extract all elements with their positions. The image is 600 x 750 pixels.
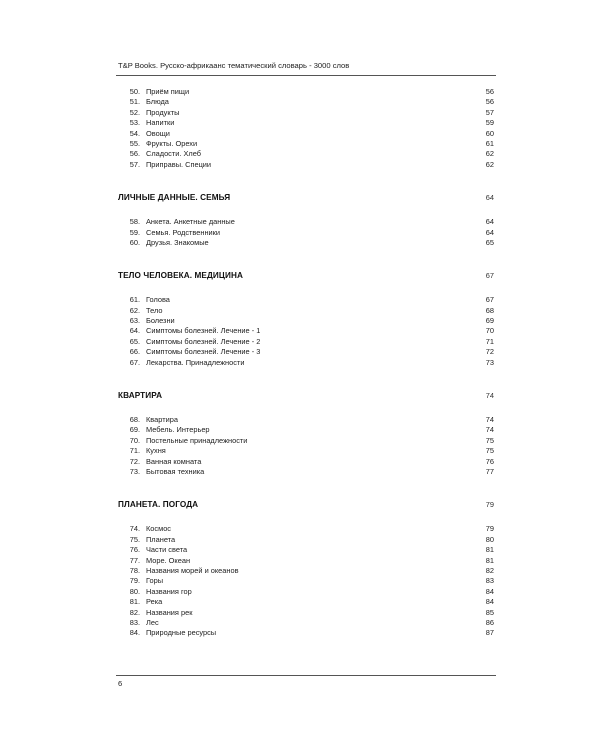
entry-page-number: 65 — [485, 237, 494, 247]
section-spacer — [118, 477, 494, 500]
entry-page-number: 81 — [485, 555, 494, 565]
entry-number: 70. — [129, 435, 140, 445]
entry-number: 66. — [129, 347, 140, 357]
toc-entry[interactable] — [118, 358, 494, 368]
entry-number: 62. — [129, 305, 140, 315]
section-heading-title: ЛИЧНЫЕ ДАННЫЕ. СЕМЬЯ — [118, 193, 231, 203]
entry-page-number: 56 — [485, 97, 494, 107]
entry-label: Части света — [146, 545, 188, 555]
entry-label: Фрукты. Орехи — [146, 138, 198, 148]
toc-entry[interactable] — [118, 576, 494, 586]
toc-entry[interactable] — [118, 436, 494, 446]
entry-number: 54. — [129, 128, 140, 138]
toc-section — [118, 500, 494, 638]
entry-number: 64. — [129, 326, 140, 336]
entry-label: Бытовая техника — [146, 466, 205, 476]
entry-label: Названия гор — [146, 586, 192, 596]
entry-number: 56. — [129, 149, 140, 159]
entry-number: 52. — [129, 107, 140, 117]
entry-label: Приём пищи — [146, 87, 190, 96]
toc-section-heading[interactable] — [118, 391, 494, 402]
entry-number: 51. — [129, 97, 140, 107]
toc-entry[interactable] — [118, 618, 494, 628]
section-heading-title: ПЛАНЕТА. ПОГОДА — [118, 500, 199, 510]
toc-entry[interactable] — [118, 97, 494, 107]
entry-number: 81. — [129, 597, 140, 607]
entry-label: Анкета. Анкетные данные — [146, 217, 235, 227]
entry-page-number: 61 — [485, 138, 494, 148]
section-spacer — [118, 170, 494, 193]
entry-number: 84. — [129, 628, 140, 638]
entry-number: 50. — [129, 87, 140, 96]
toc-entry[interactable] — [118, 316, 494, 326]
entry-number: 58. — [129, 217, 140, 227]
toc-entry[interactable] — [118, 87, 494, 97]
entry-page-number: 87 — [485, 628, 494, 638]
toc-entry[interactable] — [118, 535, 494, 545]
entry-number: 82. — [129, 607, 140, 617]
section-heading-page: 79 — [485, 500, 494, 510]
toc-entry[interactable] — [118, 295, 494, 305]
toc-section-heading[interactable] — [118, 271, 494, 282]
entry-label: Море. Океан — [146, 555, 191, 565]
toc-entry[interactable] — [118, 306, 494, 316]
entry-number: 75. — [129, 534, 140, 544]
entry-page-number: 75 — [485, 435, 494, 445]
entry-number: 59. — [129, 227, 140, 237]
entry-page-number: 73 — [485, 357, 494, 367]
entry-page-number: 68 — [485, 305, 494, 315]
entry-page-number: 56 — [485, 87, 494, 96]
entry-page-number: 67 — [485, 295, 494, 305]
entry-label: Голова — [146, 295, 170, 305]
entry-label: Симптомы болезней. Лечение - 1 — [146, 326, 261, 336]
entry-page-number: 81 — [485, 545, 494, 555]
entry-page-number: 79 — [485, 524, 494, 534]
running-header-title: T&P Books. Русско-африкаанс тематический словарь - 3000 слов — [118, 61, 350, 70]
entry-label: Мебель. Интерьер — [146, 425, 210, 435]
toc-entry[interactable] — [118, 108, 494, 118]
entry-label: Лекарства. Принадлежности — [146, 357, 245, 367]
entry-label: Постельные принадлежности — [146, 435, 248, 445]
toc-entry[interactable] — [118, 149, 494, 159]
section-heading-title: ТЕЛО ЧЕЛОВЕКА. МЕДИЦИНА — [118, 271, 244, 281]
toc-section — [118, 193, 494, 248]
section-spacer — [118, 248, 494, 271]
entry-label: Квартира — [146, 415, 178, 425]
entry-page-number: 64 — [485, 217, 494, 227]
entry-label: Приправы. Специи — [146, 159, 212, 169]
entry-label: Лес — [146, 617, 159, 627]
entry-number: 77. — [129, 555, 140, 565]
entry-page-number: 60 — [485, 128, 494, 138]
entry-label: Космос — [146, 524, 171, 534]
entry-number: 80. — [129, 586, 140, 596]
entry-page-number: 74 — [485, 425, 494, 435]
entry-label: Названия морей и океанов — [146, 565, 239, 575]
toc-section-heading[interactable] — [118, 500, 494, 511]
toc-entry[interactable] — [118, 566, 494, 576]
toc-entry[interactable] — [118, 524, 494, 534]
toc-entry[interactable] — [118, 238, 494, 248]
entry-page-number: 84 — [485, 586, 494, 596]
entry-number: 72. — [129, 456, 140, 466]
entry-page-number: 69 — [485, 316, 494, 326]
entry-number: 78. — [129, 565, 140, 575]
entry-label: Горы — [146, 576, 164, 586]
entry-number: 60. — [129, 237, 140, 247]
toc-entry[interactable] — [118, 337, 494, 347]
entry-label: Симптомы болезней. Лечение - 2 — [146, 336, 261, 346]
entry-page-number: 75 — [485, 446, 494, 456]
entry-page-number: 85 — [485, 607, 494, 617]
section-heading-page: 67 — [485, 271, 494, 281]
section-heading-page: 64 — [485, 193, 494, 203]
toc-entry[interactable] — [118, 217, 494, 227]
entry-label: Природные ресурсы — [146, 628, 217, 638]
toc-entry[interactable] — [118, 545, 494, 555]
entry-number: 69. — [129, 425, 140, 435]
section-spacer — [118, 368, 494, 391]
toc-entry[interactable] — [118, 118, 494, 128]
entry-page-number: 57 — [485, 107, 494, 117]
toc-entry[interactable] — [118, 457, 494, 467]
entry-label: Названия рек — [146, 607, 193, 617]
entry-label: Река — [146, 597, 163, 607]
entry-number: 74. — [129, 524, 140, 534]
entry-number: 71. — [129, 446, 140, 456]
toc-section-heading[interactable] — [118, 193, 494, 204]
toc-entry[interactable] — [118, 139, 494, 149]
entry-number: 83. — [129, 617, 140, 627]
toc-entry[interactable] — [118, 467, 494, 477]
entry-label: Тело — [146, 305, 163, 315]
toc-entry[interactable] — [118, 326, 494, 336]
toc-entry[interactable] — [118, 129, 494, 139]
entry-page-number: 83 — [485, 576, 494, 586]
entry-page-number: 77 — [485, 466, 494, 476]
entry-page-number: 70 — [485, 326, 494, 336]
entry-number: 73. — [129, 466, 140, 476]
toc-entry[interactable] — [118, 415, 494, 425]
entry-label: Сладости. Хлеб — [146, 149, 202, 159]
entry-number: 68. — [129, 415, 140, 425]
toc-entry[interactable] — [118, 228, 494, 238]
toc-entry[interactable] — [118, 587, 494, 597]
entry-number: 61. — [129, 295, 140, 305]
header-rule — [116, 75, 496, 76]
entry-page-number: 84 — [485, 597, 494, 607]
toc-section — [118, 87, 494, 170]
entry-page-number: 76 — [485, 456, 494, 466]
toc-entry[interactable] — [118, 446, 494, 456]
toc-entry[interactable] — [118, 628, 494, 638]
toc-entry[interactable] — [118, 347, 494, 357]
toc-section — [118, 391, 494, 477]
entry-page-number: 82 — [485, 565, 494, 575]
entry-number: 53. — [129, 118, 140, 128]
toc-entry[interactable] — [118, 160, 494, 170]
entry-label: Напитки — [146, 118, 175, 128]
entry-label: Овощи — [146, 128, 170, 138]
entry-page-number: 62 — [485, 149, 494, 159]
toc-entry[interactable] — [118, 556, 494, 566]
entry-number: 67. — [129, 357, 140, 367]
entry-number: 63. — [129, 316, 140, 326]
section-heading-title: КВАРТИРА — [118, 391, 163, 401]
entry-page-number: 72 — [485, 347, 494, 357]
entry-label: Друзья. Знакомые — [146, 237, 209, 247]
entry-label: Планета — [146, 534, 176, 544]
entry-number: 57. — [129, 159, 140, 169]
entry-page-number: 86 — [485, 617, 494, 627]
toc-entry[interactable] — [118, 597, 494, 607]
entry-page-number: 80 — [485, 534, 494, 544]
entry-label: Продукты — [146, 107, 180, 117]
entry-number: 65. — [129, 336, 140, 346]
entry-page-number: 71 — [485, 336, 494, 346]
entry-label: Симптомы болезней. Лечение - 3 — [146, 347, 261, 357]
entry-label: Ванная комната — [146, 456, 202, 466]
toc-section — [118, 271, 494, 368]
footer-rule — [116, 675, 496, 676]
entry-page-number: 62 — [485, 159, 494, 169]
footer-page-number: 6 — [118, 679, 123, 688]
entry-number: 76. — [129, 545, 140, 555]
toc-entry[interactable] — [118, 425, 494, 435]
section-heading-page: 74 — [485, 391, 494, 401]
entry-number: 79. — [129, 576, 140, 586]
entry-label: Болезни — [146, 316, 175, 326]
entry-number: 55. — [129, 138, 140, 148]
entry-label: Семья. Родственники — [146, 227, 221, 237]
toc-entry[interactable] — [118, 608, 494, 618]
entry-page-number: 59 — [485, 118, 494, 128]
entry-label: Кухня — [146, 446, 166, 456]
entry-label: Блюда — [146, 97, 169, 107]
entry-page-number: 74 — [485, 415, 494, 425]
entry-page-number: 64 — [485, 227, 494, 237]
table-of-contents — [118, 87, 494, 639]
